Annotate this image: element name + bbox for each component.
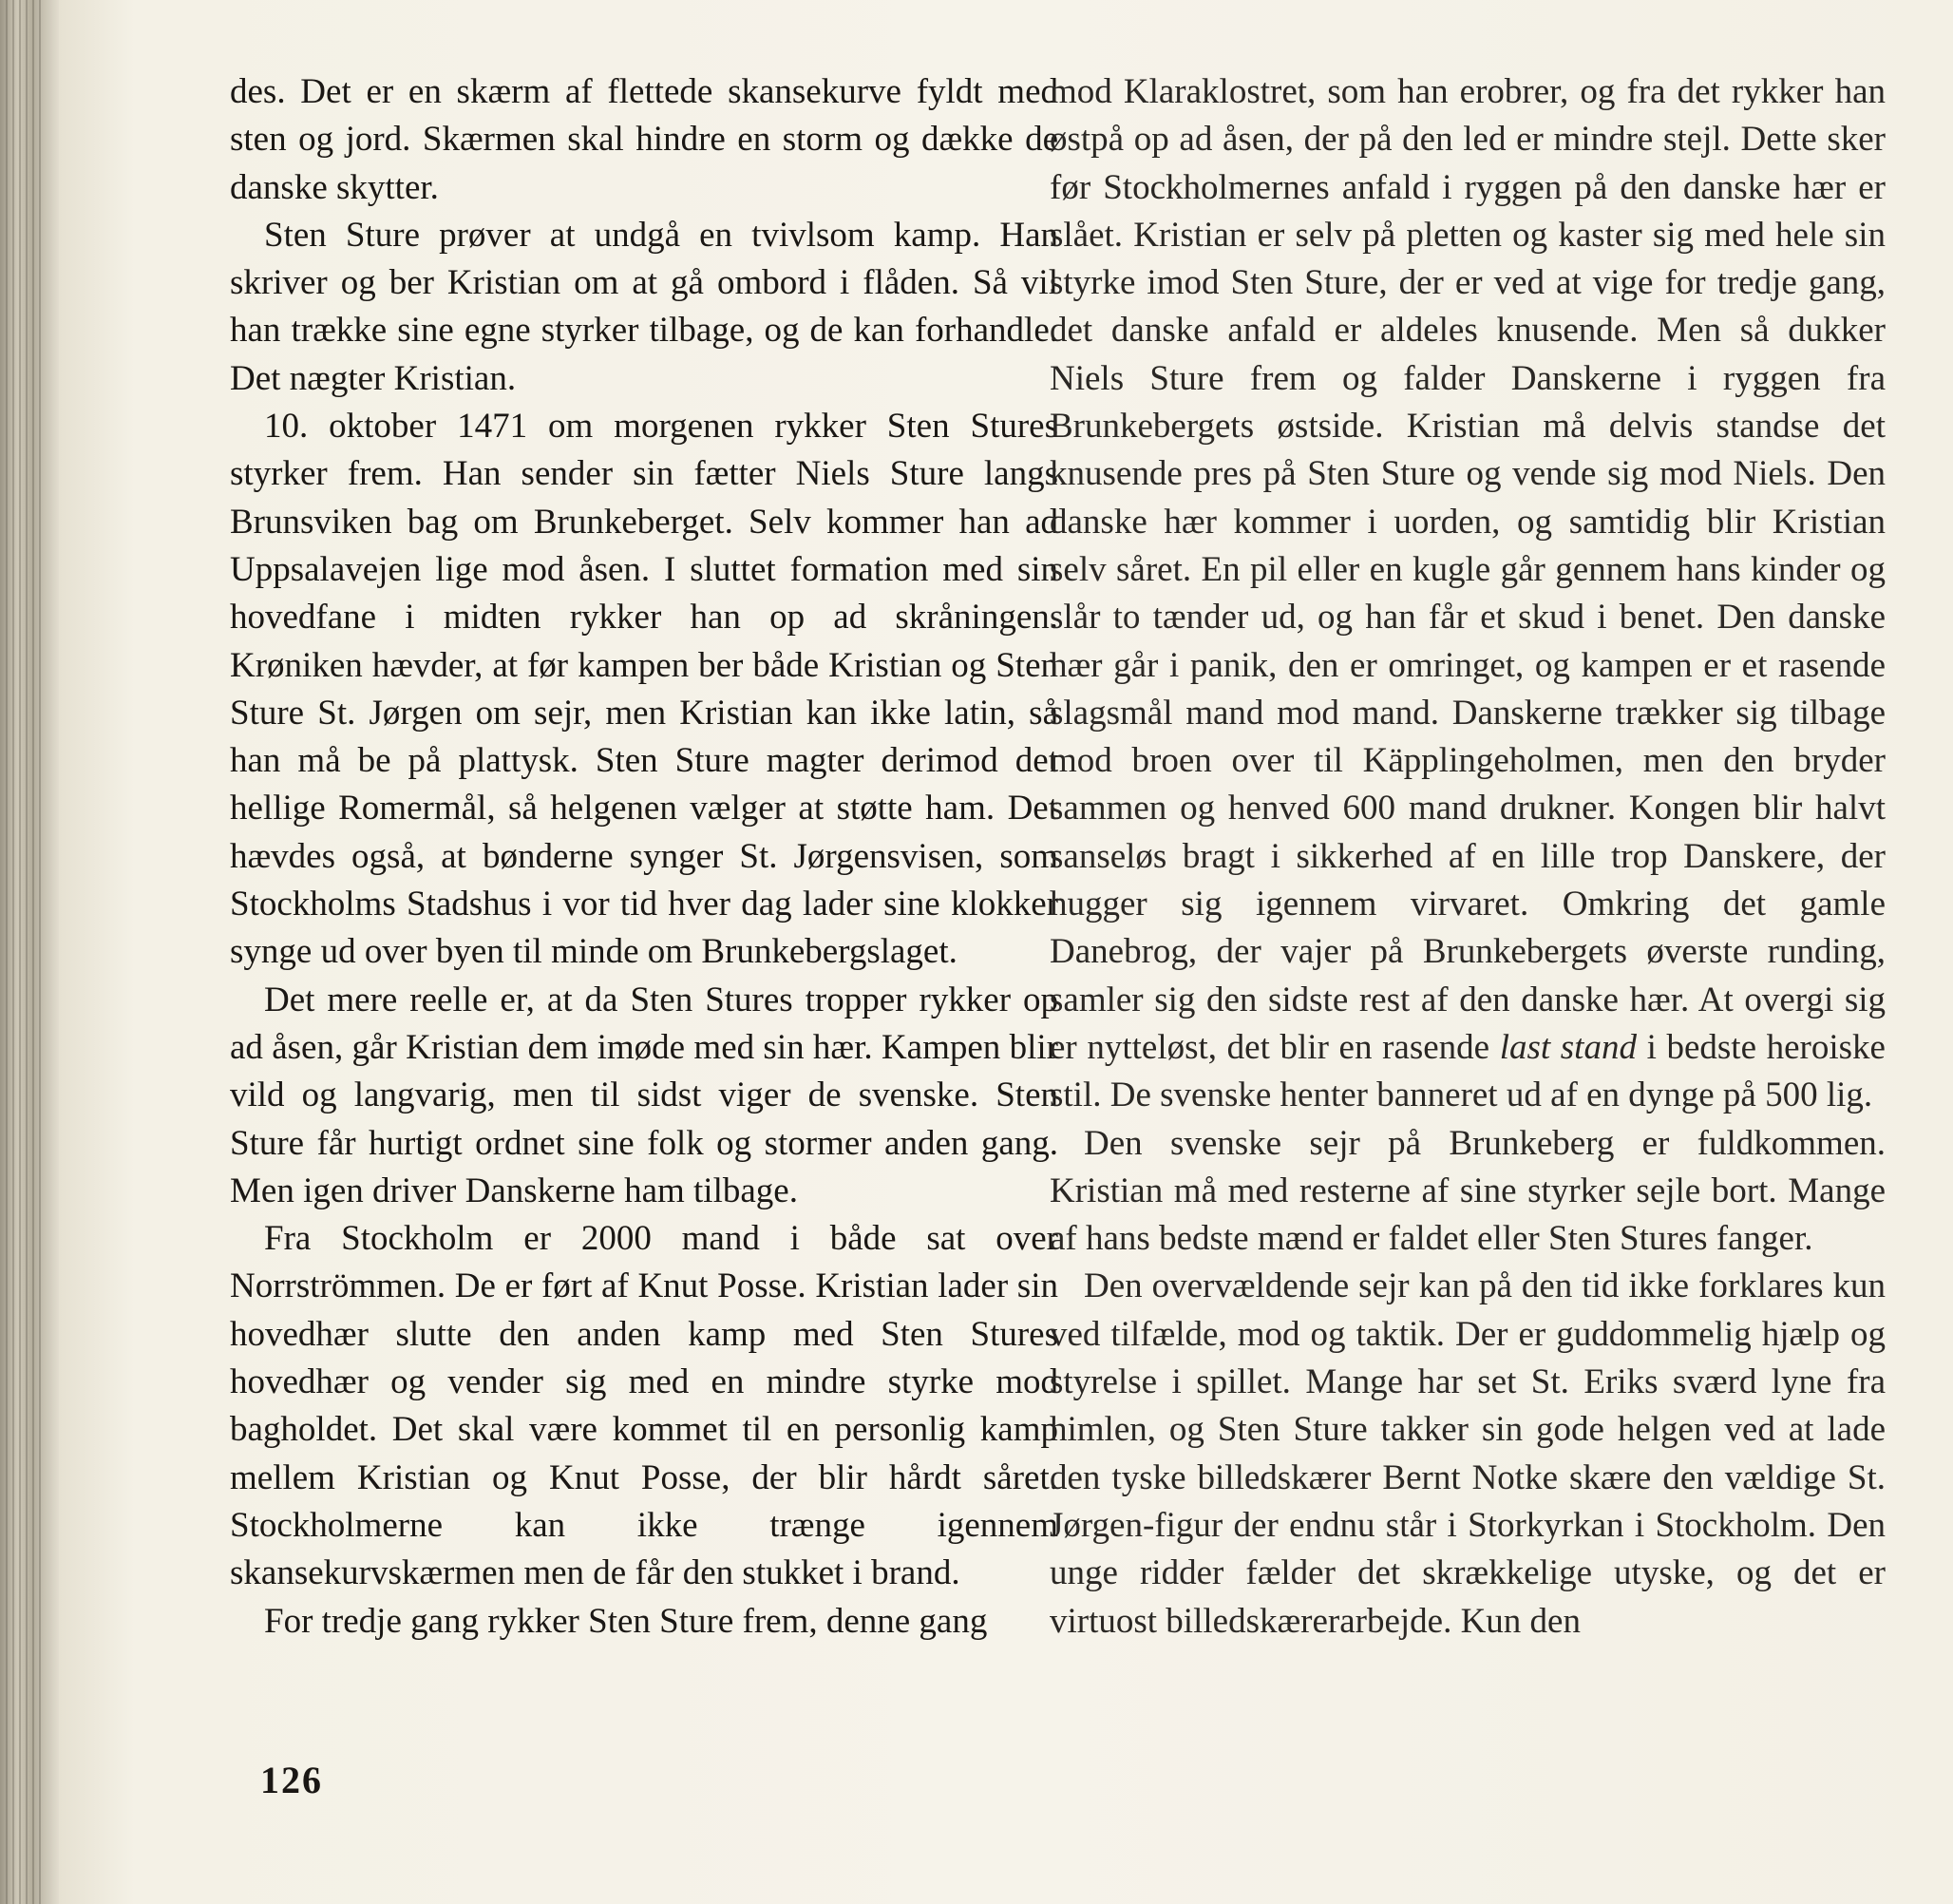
page-number: 126 xyxy=(260,1759,323,1801)
paragraph: For tredje gang rykker Sten Sture frem, denne gang xyxy=(264,1601,988,1641)
left-text-column xyxy=(230,68,1058,1646)
paragraph: Sten Sture prøver at undgå en tvivlsom kamp. Han skriver og ber Kristian om at gå ombord i flåden. Så vil han trække sine egne styrker tilbage, og de kan forhandle. Det nægter Kristian. xyxy=(230,215,1058,398)
paragraph: Den svenske sejr på Brunkeberg er fuldkommen. Kristian må med resterne af sine styrker sejle bort. Mange af hans bedste mænd er faldet eller Sten Stures fanger. xyxy=(1050,1123,1886,1259)
paragraph-text: mod Klaraklostret, som han erobrer, og fra det rykker han østpå op ad åsen, der på den led er mindre stejl. Dette sker før Stockholmernes anfald i ryggen på den danske hær er slået. Kristian er selv på pletten og kaster sig med hele sin styrke imod Sten Sture, der er ved at vige for tredje gang, det danske anfald er aldeles knusende. Men så dukker Niels Sture frem og falder Danskerne i ryggen fra Brunkebergets østside. Kristian må delvis standse det knusende pres på Sten Sture og vende sig mod Niels. Den danske hær kommer i uorden, og samtidig blir Kristian selv såret. En pil eller en kugle går gennem hans kinder og slår to tænder ud, og han får et skud i benet. Den danske hær går i panik, den er omringet, og kampen er et rasende slagsmål mand mod mand. Danskerne trækker sig tilbage mod broen over til Käpplingeholmen, men den bryder sammen og henved 600 mand drukner. Kongen blir halvt sanseløs bragt i sikkerhed af en lille trop Danskere, der hugger sig igennem virvaret. Omkring det gamle Danebrog, der vajer på Brunkebergets øverste runding, samler sig den sidste rest af den danske hær. At overgi sig er nytteløst, det blir en rasende xyxy=(1050,72,1886,1067)
paragraph-text: i bedste heroiske stil. De svenske henter banneret ud af en dynge på 500 lig. xyxy=(1050,1027,1886,1115)
italic-phrase: last stand xyxy=(1499,1027,1637,1067)
book-spine-edge xyxy=(0,0,59,1904)
paragraph: Den overvældende sejr kan på den tid ikke forklares kun ved tilfælde, mod og taktik. Der er guddommelig hjælp og styrelse i spillet. Mange har set St. Eriks sværd lyne fra himlen, og Sten Sture takker sin gode helgen ved at lade den tyske billedskærer Bernt Notke skære den vældige St. Jørgen-figur der endnu står i Storkyrkan i Stockholm. Den unge ridder fælder det skrækkelige utyske, og det er virtuost billedskærerarbejde. Kun den xyxy=(1050,1266,1886,1641)
paragraph xyxy=(1050,68,1886,1120)
right-text-column xyxy=(1050,68,1886,1646)
paragraph: des. Det er en skærm af flettede skansekurve fyldt med sten og jord. Skærmen skal hindre en storm og dække de danske skytter. xyxy=(230,72,1058,207)
paragraph: Fra Stockholm er 2000 mand i både sat over Norrströmmen. De er ført af Knut Posse. Kristian lader sin hovedhær slutte den anden kamp med Sten Stures hovedhær og vender sig med en mindre styrke mod bagholdet. Det skal være kommet til en personlig kamp mellem Kristian og Knut Posse, der blir hårdt såret. Stockholmerne kan ikke trænge igennem skansekurvskærmen men de får den stukket i brand. xyxy=(230,1219,1058,1593)
paragraph: Det mere reelle er, at da Sten Stures tropper rykker op ad åsen, går Kristian dem imøde med sin hær. Kampen blir vild og langvarig, men til sidst viger de svenske. Sten Sture får hurtigt ordnet sine folk og stormer anden gang. Men igen driver Danskerne ham tilbage. xyxy=(230,980,1058,1210)
book-page xyxy=(59,0,1953,1904)
paragraph: 10. oktober 1471 om morgenen rykker Sten Stures styrker frem. Han sender sin fætter Niels Sture langs Brunsviken bag om Brunkeberget. Selv kommer han ad Uppsalavejen lige mod åsen. I sluttet formation med sin hovedfane i midten rykker han op ad skråningen. Krøniken hævder, at før kampen ber både Kristian og Sten Sture St. Jørgen om sejr, men Kristian kan ikke latin, så han må be på plattysk. Sten Sture magter derimod det hellige Romermål, så helgenen vælger at støtte ham. Det hævdes også, at bønderne synger St. Jørgensvisen, som Stockholms Stadshus i vor tid hver dag lader sine klokker synge ud over byen til minde om Brunkebergslaget. xyxy=(230,407,1058,972)
